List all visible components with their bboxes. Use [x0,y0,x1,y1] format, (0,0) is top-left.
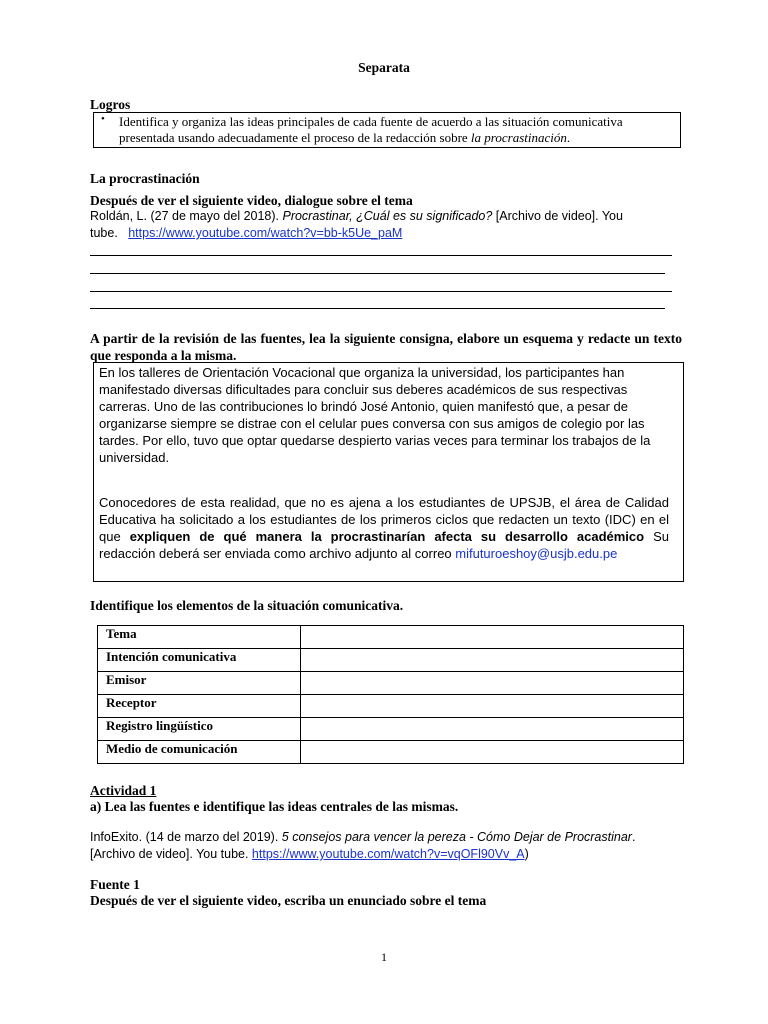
answer-cell[interactable] [301,649,684,672]
answer-line [90,308,665,309]
answer-line [90,273,665,274]
email-link[interactable]: mifuturoeshoy@usjb.edu.pe [455,546,618,561]
row-label: Tema [98,626,301,649]
row-label: Medio de comunicación [98,741,301,764]
table-row [98,741,684,764]
section-heading: La procrastinación [90,171,200,186]
section-instruction: Después de ver el siguiente video, dialogue sobre el tema [90,193,413,208]
logros-heading: Logros [90,97,131,112]
page-number: 1 [381,950,387,964]
fuente-heading: Fuente 1 [90,877,140,892]
youtube-link-1[interactable]: https://www.youtube.com/watch?v=bb-k5Ue_paM [128,226,403,240]
fuente-instruction: Después de ver el siguiente video, escriba un enunciado sobre el tema [90,893,487,908]
table-row [98,649,684,672]
consigna-text: A partir de la revisión de las fuentes, lea la siguiente consigna, elabore un esquema y redacte un texto que responda a la misma. [90,331,682,363]
logros-topic: la procrastinación [470,130,567,145]
table-row [98,718,684,741]
reference-line1: Roldán, L. (27 de mayo del 2018). Procrastinar, ¿Cuál es su significado? [Archivo de video]. You [90,209,623,223]
logros-text [119,114,675,146]
page-title: Separata [358,60,410,75]
situation-heading: Identifique los elementos de la situación comunicativa. [90,598,404,613]
logros-line1: Identifica y organiza las ideas principales de cada fuente de acuerdo a las situación comunicativa [119,114,623,129]
reference-title: Procrastinar, ¿Cuál es su significado? [282,209,493,223]
situation-table [97,625,684,764]
table-row [98,695,684,718]
answer-cell[interactable] [301,626,684,649]
answer-cell[interactable] [301,718,684,741]
actividad-reference-title: 5 consejos para vencer la pereza - Cómo Dejar de Procrastinar [281,830,632,844]
youtube-link-2[interactable]: https://www.youtube.com/watch?v=vqOFl90Vv_A [251,847,525,861]
row-label: Emisor [98,672,301,695]
table-row [98,672,684,695]
case-paragraph-2: Conocedores de esta realidad, que no es ajena a los estudiantes de UPSJB, el área de Calidad Educativa ha solicitado a los estudiantes de los primeros ciclos que redacten un texto (IDC) en el que expliquen de qué manera la procrastinarían afecta su desarrollo académico Su redacción deberá ser enviada como archivo adjunto al correo mifuturoeshoy@usjb.edu.pe [99,495,669,561]
actividad-heading: Actividad 1 [90,783,157,798]
row-label: Receptor [98,695,301,718]
row-label: Registro lingüístico [98,718,301,741]
logros-line2: presentada usando adecuadamente el proceso de la redacción sobre la procrastinación. [119,130,571,145]
row-label: Intención comunicativa [98,649,301,672]
case-paragraph-1: En los talleres de Orientación Vocacional que organiza la universidad, los participantes han manifestado diversas dificultades para concluir sus deberes académicos de sus respectivas carreras. Uno de las contribuciones lo brindó José Antonio, quien manifestó que, a pesar de organizarse siempre se distrae con el celular pues conversa con sus amigos de colegio por las tardes. Por ello, tuvo que optar quedarse despierto varias veces para terminar los trabajos de la universidad. [99,365,651,465]
reference-line2: tube. https://www.youtube.com/watch?v=bb-k5Ue_paM [90,226,403,240]
table-row [98,626,684,649]
logros-bullet: • [101,113,105,125]
answer-line [90,291,672,292]
actividad-reference-line1: InfoExito. (14 de marzo del 2019). 5 consejos para vencer la pereza - Cómo Dejar de Procrastinar. [90,830,636,844]
actividad-item: a) Lea las fuentes e identifique las ideas centrales de las mismas. [90,799,459,814]
answer-cell[interactable] [301,695,684,718]
actividad-reference-line2: [Archivo de video]. You tube. https://www.youtube.com/watch?v=vqOFl90Vv_A) [90,847,529,861]
case-emphasis: expliquen de qué manera la procrastinarían afecta su desarrollo académico [129,529,645,544]
answer-cell[interactable] [301,741,684,764]
answer-cell[interactable] [301,672,684,695]
answer-line [90,255,672,256]
